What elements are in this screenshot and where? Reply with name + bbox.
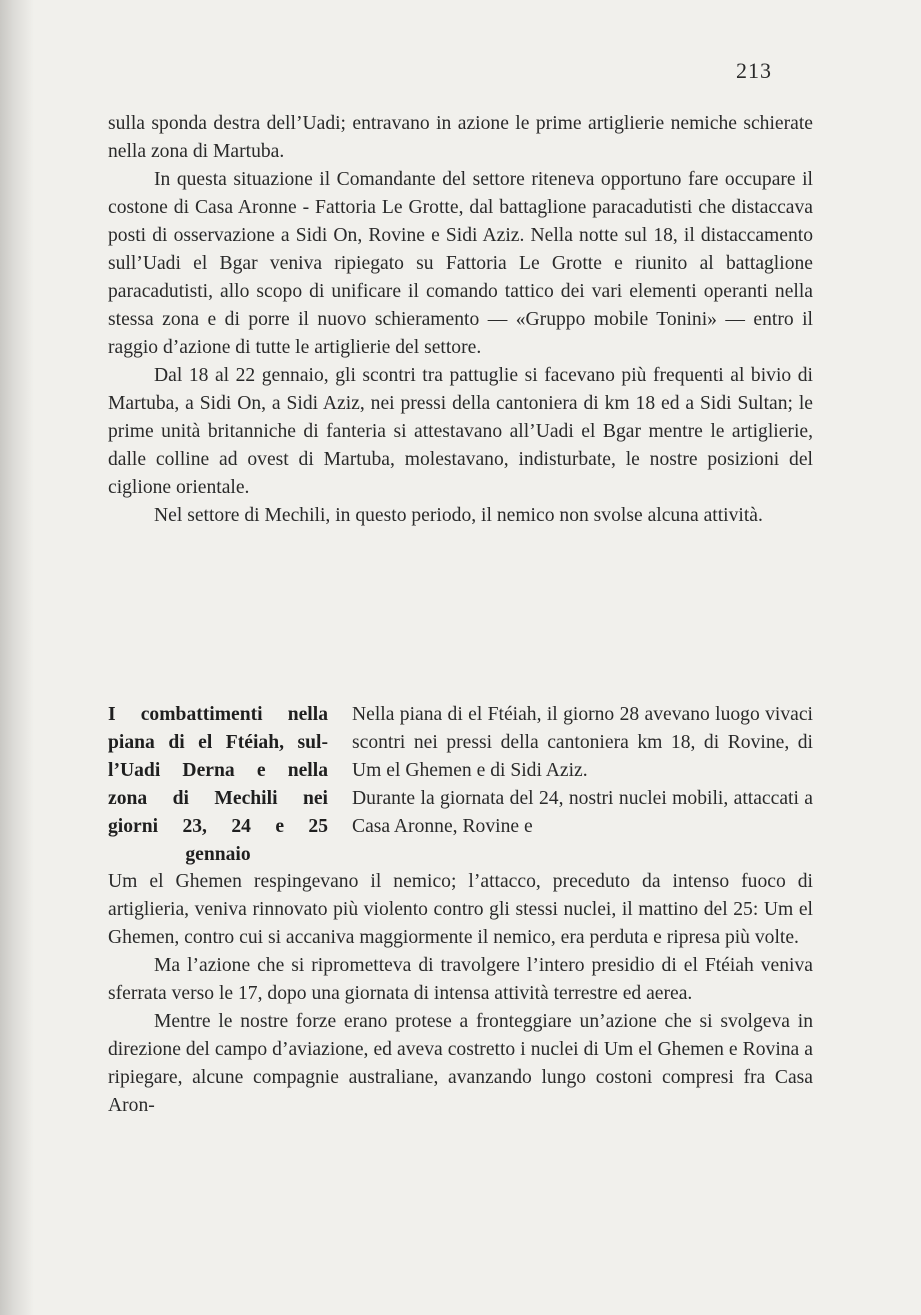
paragraph-continuation: sulla sponda destra dell’Uadi; entravano in azione le prime artiglierie nemiche schierate nella zona di Martuba. bbox=[108, 113, 813, 162]
section-header-row bbox=[108, 701, 813, 886]
paragraph-giornata-start: Durante la giornata del 24, nostri nuclei mobili, attaccati a Casa Aronne, Rovine e bbox=[352, 788, 813, 837]
side-heading-line: zona di Mechili nei bbox=[108, 788, 328, 809]
side-heading-line: I combattimenti nella bbox=[108, 704, 328, 725]
paragraph-scontri: Dal 18 al 22 gennaio, gli scontri tra pattuglie si facevano più frequenti al bivio di Martuba, a Sidi On, a Sidi Aziz, nei pressi della cantoniera di km 18 ed a Sidi Sultan; le prime unità britanniche di fanteria si attestavano all’Uadi el Bgar mentre le artiglierie, dalle colline ad ovest di Martuba, molestavano, indisturbate, le nostre posizioni del ciglione orientale. bbox=[108, 365, 813, 498]
section-intro-text bbox=[352, 701, 813, 841]
section-side-heading bbox=[108, 701, 328, 869]
bottom-text-block bbox=[108, 868, 813, 1120]
side-heading-line: giorni 23, 24 e 25 bbox=[108, 816, 328, 837]
top-text-block bbox=[108, 110, 813, 530]
paragraph-piana: Nella piana di el Ftéiah, il giorno 28 avevano luogo vivaci scontri nei pressi della cantoniera km 18, di Rovine, di Um el Ghemen e di Sidi Aziz. bbox=[352, 704, 813, 781]
paragraph-azione: Ma l’azione che si riprometteva di travolgere l’intero presidio di el Ftéiah veniva sferrata verso le 17, dopo una giornata di intensa attività terrestre ed aerea. bbox=[108, 955, 813, 1004]
paragraph-comandante: In questa situazione il Comandante del settore riteneva opportuno fare occupare il costone di Casa Aronne - Fattoria Le Grotte, dal battaglione paracadutisti che distaccava posti di osservazione a Sidi On, Rovine e Sidi Aziz. Nella notte sul 18, il distaccamento sull’Uadi el Bgar veniva ripiegato su Fattoria Le Grotte e riunito al battaglione paracadutisti, allo scopo di unificare il comando tattico dei vari elementi operanti nella stessa zona e di porre il nuovo schieramento — «Gruppo mobile Tonini» — entro il raggio d’azione di tutte le artiglierie del settore. bbox=[108, 169, 813, 358]
side-heading-line: gennaio bbox=[185, 844, 251, 865]
side-heading-line: piana di el Ftéiah, sul- bbox=[108, 732, 328, 753]
side-heading-line: l’Uadi Derna e nella bbox=[108, 760, 328, 781]
paragraph-forze: Mentre le nostre forze erano protese a fronteggiare un’azione che si svolgeva in direzione del campo d’aviazione, ed aveva costretto i nuclei di Um el Ghemen e Rovina a ripiegare, alcune compagnie australiane, avanzando lungo costoni compresi fra Casa Aron- bbox=[108, 1011, 813, 1116]
paragraph-mechili: Nel settore di Mechili, in questo periodo, il nemico non svolse alcuna attività. bbox=[154, 505, 763, 526]
paragraph-giornata-continued: Um el Ghemen respingevano il nemico; l’attacco, preceduto da intenso fuoco di artiglieria, veniva rinnovato più violento contro gli stessi nuclei, il mattino del 25: Um el Ghemen, contro cui si accaniva maggiormente il nemico, era perduta e ripresa più volte. bbox=[108, 871, 813, 948]
scan-edge-shadow bbox=[0, 0, 34, 1315]
page-number: 213 bbox=[736, 58, 772, 83]
